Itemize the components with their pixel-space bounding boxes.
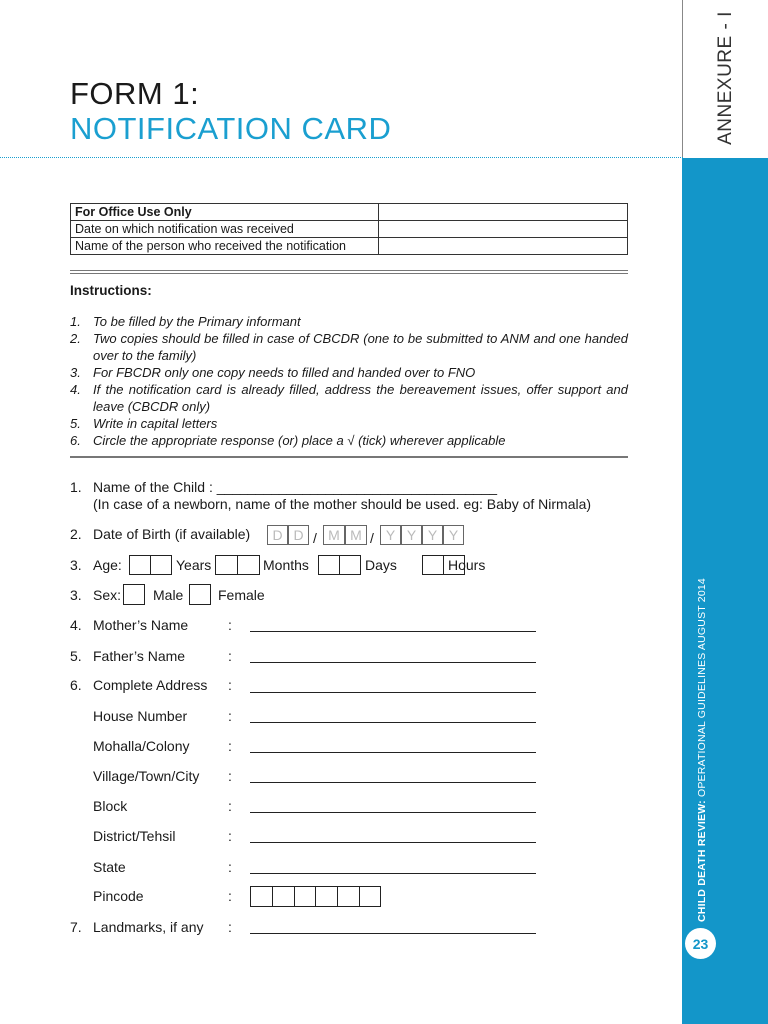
dob-separator: / bbox=[313, 530, 317, 546]
mohalla-field[interactable] bbox=[250, 752, 536, 753]
colon: : bbox=[228, 798, 232, 814]
page-number: 23 bbox=[685, 928, 716, 959]
dob-day-box[interactable]: D bbox=[288, 525, 309, 545]
colon: : bbox=[228, 768, 232, 784]
instructions-title: Instructions: bbox=[70, 283, 152, 298]
age-days-box[interactable] bbox=[318, 555, 340, 575]
annexure-label: ANNEXURE - I bbox=[715, 10, 736, 145]
office-table-cell[interactable] bbox=[379, 204, 628, 221]
sex-female-label: Female bbox=[218, 587, 265, 603]
age-hours-box[interactable] bbox=[422, 555, 444, 575]
colon: : bbox=[228, 648, 232, 664]
mother-name-field[interactable] bbox=[250, 631, 536, 632]
pincode-box[interactable] bbox=[272, 886, 295, 907]
village-field[interactable] bbox=[250, 782, 536, 783]
colon: : bbox=[228, 677, 232, 693]
running-title: CHILD DEATH REVIEW: OPERATIONAL GUIDELINES AUGUST 2014 bbox=[696, 578, 708, 922]
section-divider bbox=[70, 270, 628, 274]
office-use-table bbox=[70, 203, 628, 255]
instructions-list bbox=[70, 313, 628, 449]
office-row-label: Date on which notification was received bbox=[71, 221, 379, 238]
sex-female-checkbox[interactable] bbox=[189, 584, 211, 605]
office-row-label: Name of the person who received the notification bbox=[71, 238, 379, 255]
age-years-box[interactable] bbox=[129, 555, 151, 575]
age-hours-label: Hours bbox=[448, 557, 486, 573]
dob-year-box[interactable]: Y bbox=[422, 525, 443, 545]
child-name-label: Name of the Child : ____________________________________ bbox=[93, 479, 498, 495]
sex-male-checkbox[interactable] bbox=[123, 584, 145, 605]
instruction-item: 5. Write in capital letters bbox=[70, 416, 218, 431]
sex-label: Sex: bbox=[93, 587, 122, 603]
instruction-item: 4. If the notification card is already filled, address the bereavement issues, offer support and leave (CBCDR only) bbox=[70, 382, 628, 414]
age-days-box[interactable] bbox=[339, 555, 361, 575]
instruction-item: 6. Circle the appropriate response (or) place a √ (tick) wherever applicable bbox=[70, 433, 506, 448]
house-number-field[interactable] bbox=[250, 722, 536, 723]
pincode-box[interactable] bbox=[315, 886, 338, 907]
instructions-divider bbox=[70, 456, 628, 458]
dob-year-box[interactable]: Y bbox=[443, 525, 464, 545]
colon: : bbox=[228, 859, 232, 875]
receiver-name-field[interactable] bbox=[379, 238, 628, 255]
instruction-item: 1. To be filled by the Primary informant bbox=[70, 314, 301, 329]
colon: : bbox=[228, 738, 232, 754]
pincode-box[interactable] bbox=[359, 886, 381, 907]
pincode-box[interactable] bbox=[250, 886, 273, 907]
dob-month-box[interactable]: M bbox=[323, 525, 345, 545]
instruction-item: 3. For FBCDR only one copy needs to filled and handed over to FNO bbox=[70, 365, 476, 380]
age-months-box[interactable] bbox=[215, 555, 238, 575]
colon: : bbox=[228, 617, 232, 633]
colon: : bbox=[228, 828, 232, 844]
dob-year-box[interactable]: Y bbox=[380, 525, 401, 545]
sex-male-label: Male bbox=[153, 587, 184, 603]
landmarks-field[interactable] bbox=[250, 933, 536, 934]
dob-separator: / bbox=[370, 530, 374, 546]
header-divider bbox=[0, 157, 683, 158]
father-name-field[interactable] bbox=[250, 662, 536, 663]
state-field[interactable] bbox=[250, 873, 536, 874]
age-label: Age: bbox=[93, 557, 122, 573]
office-table-header: For Office Use Only bbox=[71, 204, 379, 221]
dob-month-box[interactable]: M bbox=[345, 525, 367, 545]
colon: : bbox=[228, 708, 232, 724]
age-years-label: Years bbox=[176, 557, 212, 573]
age-months-box[interactable] bbox=[237, 555, 260, 575]
block-field[interactable] bbox=[250, 812, 536, 813]
age-months-label: Months bbox=[263, 557, 309, 573]
dob-label: Date of Birth (if available) bbox=[93, 526, 251, 542]
colon: : bbox=[228, 919, 232, 935]
form-subtitle: NOTIFICATION CARD bbox=[70, 111, 392, 146]
district-field[interactable] bbox=[250, 842, 536, 843]
dob-year-box[interactable]: Y bbox=[401, 525, 422, 545]
age-days-label: Days bbox=[365, 557, 397, 573]
dob-day-box[interactable]: D bbox=[267, 525, 288, 545]
pincode-box[interactable] bbox=[337, 886, 360, 907]
age-years-box[interactable] bbox=[150, 555, 172, 575]
pincode-box[interactable] bbox=[294, 886, 316, 907]
colon: : bbox=[228, 888, 232, 904]
address-field[interactable] bbox=[250, 692, 536, 693]
form-title: FORM 1: bbox=[70, 76, 200, 111]
instruction-item: 2. Two copies should be filled in case of CBCDR (one to be submitted to ANM and one handed over to the family) bbox=[70, 331, 628, 363]
date-received-field[interactable] bbox=[379, 221, 628, 238]
